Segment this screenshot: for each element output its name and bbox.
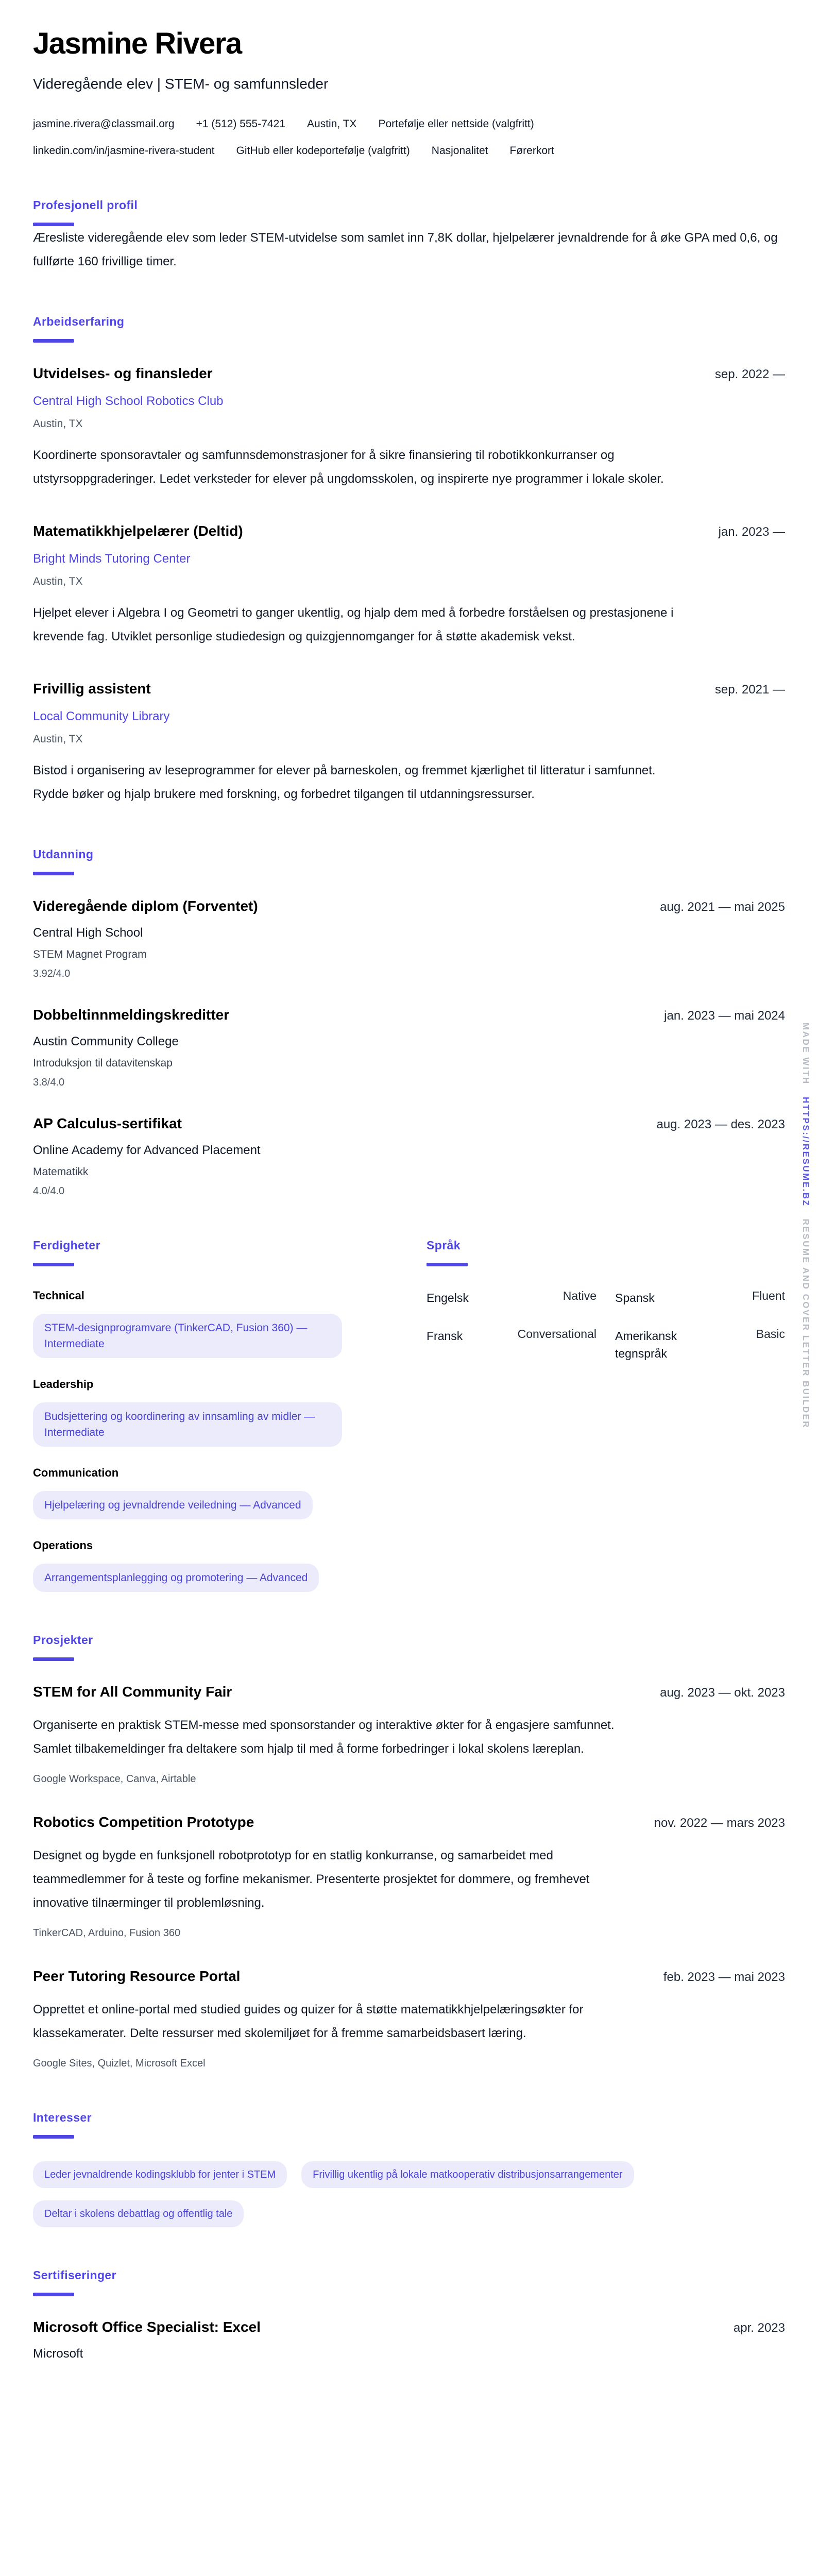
degree-title: Videregående diplom (Forventet) <box>33 897 258 914</box>
job-description: Bistod i organisering av leseprogrammer for elever på barneskolen, og fremmet kjærlighet til litteratur i samfunnet. Rydde bøker og hjalp brukere med forskning, og forbedret tilgangen til utdanningsressurser. <box>33 763 656 801</box>
language-item <box>427 1327 597 1362</box>
skill-pill: STEM-designprogramvare (TinkerCAD, Fusion 360) — Intermediate <box>33 1314 342 1358</box>
company-link[interactable]: Bright Minds Tutoring Center <box>33 551 191 566</box>
email-text: jasmine.rivera@classmail.org <box>33 117 175 130</box>
project-tools: TinkerCAD, Arduino, Fusion 360 <box>33 1927 181 1939</box>
certification-title: Microsoft Office Specialist: Excel <box>33 2318 261 2335</box>
watermark <box>800 1023 811 1429</box>
section-title-certifications: Sertifiseringer <box>33 2268 116 2282</box>
skill-group <box>33 1539 414 1592</box>
section-interests <box>33 2111 785 2227</box>
language-name: Fransk <box>427 1329 463 1343</box>
section-profile <box>33 198 785 274</box>
github-placeholder: GitHub eller kodeportefølje (valgfritt) <box>236 144 410 157</box>
job-description: Koordinerte sponsoravtaler og samfunnsdemonstrasjoner for å sikre finansiering til robotikkonkurranser og utstyrsoppgraderinger. Ledet verksteder for elever på ungdomsskolen, og inspirerte nye programmer i lokale skoler. <box>33 448 664 486</box>
profile-summary: Æresliste videregående elev som leder STEM-utvidelse som samlet inn 7,8K dollar, hjelpelærer jevnaldrende for å øke GPA med 0,6, og fullførte 160 frivillige timer. <box>33 230 778 268</box>
education-detail: Matematikk <box>33 1165 89 1178</box>
language-level: Fluent <box>752 1289 785 1302</box>
nationality-placeholder: Nasjonalitet <box>431 144 488 157</box>
skill-group <box>33 1289 414 1358</box>
school-name: Austin Community College <box>33 1034 179 1048</box>
language-item <box>615 1289 785 1307</box>
skill-category: Operations <box>33 1538 93 1552</box>
project-entry <box>33 1814 785 1939</box>
project-dates: nov. 2022 — mars 2023 <box>654 1816 785 1830</box>
location-text: Austin, TX <box>306 117 357 130</box>
section-underline <box>33 2293 74 2296</box>
section-underline <box>33 223 74 226</box>
job-title: Frivillig assistent <box>33 680 151 697</box>
job-title: Utvidelses- og finansleder <box>33 365 213 381</box>
language-level: Basic <box>756 1327 785 1341</box>
education-dates: jan. 2023 — mai 2024 <box>664 1008 785 1023</box>
degree-title: AP Calculus-sertifikat <box>33 1115 182 1131</box>
skills-languages-row <box>33 1239 785 1592</box>
interest-pill: Deltar i skolens debattlag og offentlig tale <box>33 2200 244 2227</box>
project-dates: feb. 2023 — mai 2023 <box>663 1970 785 1984</box>
section-title-interests: Interesser <box>33 2110 92 2124</box>
language-name: Amerikansk tegnspråk <box>615 1329 677 1360</box>
certification-date: apr. 2023 <box>733 2320 785 2335</box>
skill-pill: Hjelpelæring og jevnaldrende veiledning — Advanced <box>33 1491 313 1519</box>
section-experience <box>33 315 785 806</box>
school-name: Online Academy for Advanced Placement <box>33 1143 261 1157</box>
project-title: Peer Tutoring Resource Portal <box>33 1968 241 1984</box>
language-item <box>615 1327 785 1362</box>
job-dates: sep. 2021 — <box>714 682 785 697</box>
job-dates: sep. 2022 — <box>714 367 785 381</box>
section-projects <box>33 1633 785 2070</box>
company-link[interactable]: Central High School Robotics Club <box>33 394 224 408</box>
project-tools: Google Sites, Quizlet, Microsoft Excel <box>33 2057 206 2069</box>
skill-category: Leadership <box>33 1377 94 1391</box>
section-title-experience: Arbeidserfaring <box>33 314 125 328</box>
portfolio-placeholder: Portefølje eller nettside (valgfritt) <box>378 117 534 130</box>
job-location: Austin, TX <box>33 733 83 745</box>
section-underline <box>33 2135 74 2139</box>
section-underline <box>33 872 74 875</box>
certification-entry <box>33 2319 785 2361</box>
job-description: Hjelpet elever i Algebra I og Geometri to ganger ukentlig, og hjalp dem med å forbedre forståelsen og prestasjonene i krevende fag. Utviklet personlige studiedesign og quizgjennomganger for å støtte akademisk vekst. <box>33 605 674 643</box>
job-dates: jan. 2023 — <box>718 524 785 539</box>
job-entry <box>33 523 785 649</box>
job-entry <box>33 365 785 491</box>
project-description: Organiserte en praktisk STEM-messe med sponsorstander og interaktive økter for å engasjere samfunnet. Samlet tilbakemeldinger fra deltakere som hjalp til med å forme forbedringer i lokal skolens læreplan. <box>33 1718 615 1756</box>
company-link[interactable]: Local Community Library <box>33 709 170 723</box>
section-title-projects: Prosjekter <box>33 1633 93 1647</box>
certification-issuer: Microsoft <box>33 2346 83 2361</box>
watermark-link[interactable]: HTTPS://RESUME.BZ <box>801 1096 811 1207</box>
education-detail: STEM Magnet Program <box>33 948 147 960</box>
job-location: Austin, TX <box>33 575 83 587</box>
linkedin-text: linkedin.com/in/jasmine-rivera-student <box>33 144 215 157</box>
education-detail: Introduksjon til datavitenskap <box>33 1057 173 1069</box>
project-dates: aug. 2023 — okt. 2023 <box>660 1685 785 1700</box>
section-underline <box>33 339 74 343</box>
section-underline <box>33 1263 74 1266</box>
skill-group <box>33 1466 414 1519</box>
degree-title: Dobbeltinnmeldingskreditter <box>33 1006 230 1023</box>
section-underline <box>33 1657 74 1661</box>
language-level: Native <box>563 1289 597 1302</box>
section-title-languages: Språk <box>427 1238 461 1252</box>
gpa-value: 3.8/4.0 <box>33 1076 65 1088</box>
skill-pill: Arrangementsplanlegging og promotering — Advanced <box>33 1564 319 1592</box>
education-entry <box>33 898 785 980</box>
contact-row-2 <box>33 145 785 157</box>
watermark-suffix: RESUME AND COVER LETTER BUILDER <box>801 1218 811 1429</box>
section-title-education: Utdanning <box>33 847 94 861</box>
education-entry <box>33 1115 785 1197</box>
section-skills <box>33 1239 414 1592</box>
gpa-value: 4.0/4.0 <box>33 1185 65 1197</box>
watermark-prefix: MADE WITH <box>801 1023 811 1085</box>
section-underline <box>427 1263 468 1266</box>
contact-row-1 <box>33 118 785 130</box>
skill-group <box>33 1378 414 1447</box>
phone-text: +1 (512) 555-7421 <box>196 117 285 130</box>
language-item <box>427 1289 597 1307</box>
section-certifications <box>33 2268 785 2361</box>
skill-category: Technical <box>33 1289 84 1302</box>
interest-pill: Frivillig ukentlig på lokale matkooperativ distribusjonsarrangementer <box>301 2161 634 2188</box>
skill-category: Communication <box>33 1466 119 1479</box>
section-education <box>33 848 785 1197</box>
drivers-license-placeholder: Førerkort <box>509 144 554 157</box>
skill-pill: Budsjettering og koordinering av innsamling av midler — Intermediate <box>33 1402 342 1447</box>
project-tools: Google Workspace, Canva, Airtable <box>33 1773 196 1785</box>
project-entry <box>33 1968 785 2070</box>
language-name: Engelsk <box>427 1291 469 1304</box>
section-title-skills: Ferdigheter <box>33 1238 100 1252</box>
resume-header <box>33 27 785 157</box>
project-title: STEM for All Community Fair <box>33 1683 232 1700</box>
section-title-profile: Profesjonell profil <box>33 198 138 212</box>
education-entry <box>33 1007 785 1089</box>
job-location: Austin, TX <box>33 417 83 430</box>
gpa-value: 3.92/4.0 <box>33 968 71 979</box>
school-name: Central High School <box>33 925 143 940</box>
project-description: Designet og bygde en funksjonell robotprototyp for en statlig konkurranse, og samarbeidet med teammedlemmer for å teste og forfine mekanismer. Presenterte prosjektet for dommere, og fremhevet innovative tilnærminger til problemløsning. <box>33 1848 590 1910</box>
section-languages <box>427 1239 785 1592</box>
headline: Videregående elev | STEM- og samfunnsleder <box>33 75 329 92</box>
education-dates: aug. 2021 — mai 2025 <box>660 900 785 914</box>
project-entry <box>33 1684 785 1785</box>
job-title: Matematikkhjelpelærer (Deltid) <box>33 522 243 539</box>
project-description: Opprettet et online-portal med studied guides og quizer for å støtte matematikkhjelpelæringsøkter for klassekamerater. Delte ressurser med skolemiljøet for å fremme samarbeidsbasert læring. <box>33 2002 584 2040</box>
interest-pill: Leder jevnaldrende kodingsklubb for jenter i STEM <box>33 2161 287 2188</box>
page-title: Jasmine Rivera <box>33 27 242 60</box>
language-name: Spansk <box>615 1291 655 1304</box>
job-entry <box>33 681 785 806</box>
project-title: Robotics Competition Prototype <box>33 1814 254 1830</box>
education-dates: aug. 2023 — des. 2023 <box>656 1117 785 1131</box>
language-level: Conversational <box>517 1327 597 1341</box>
